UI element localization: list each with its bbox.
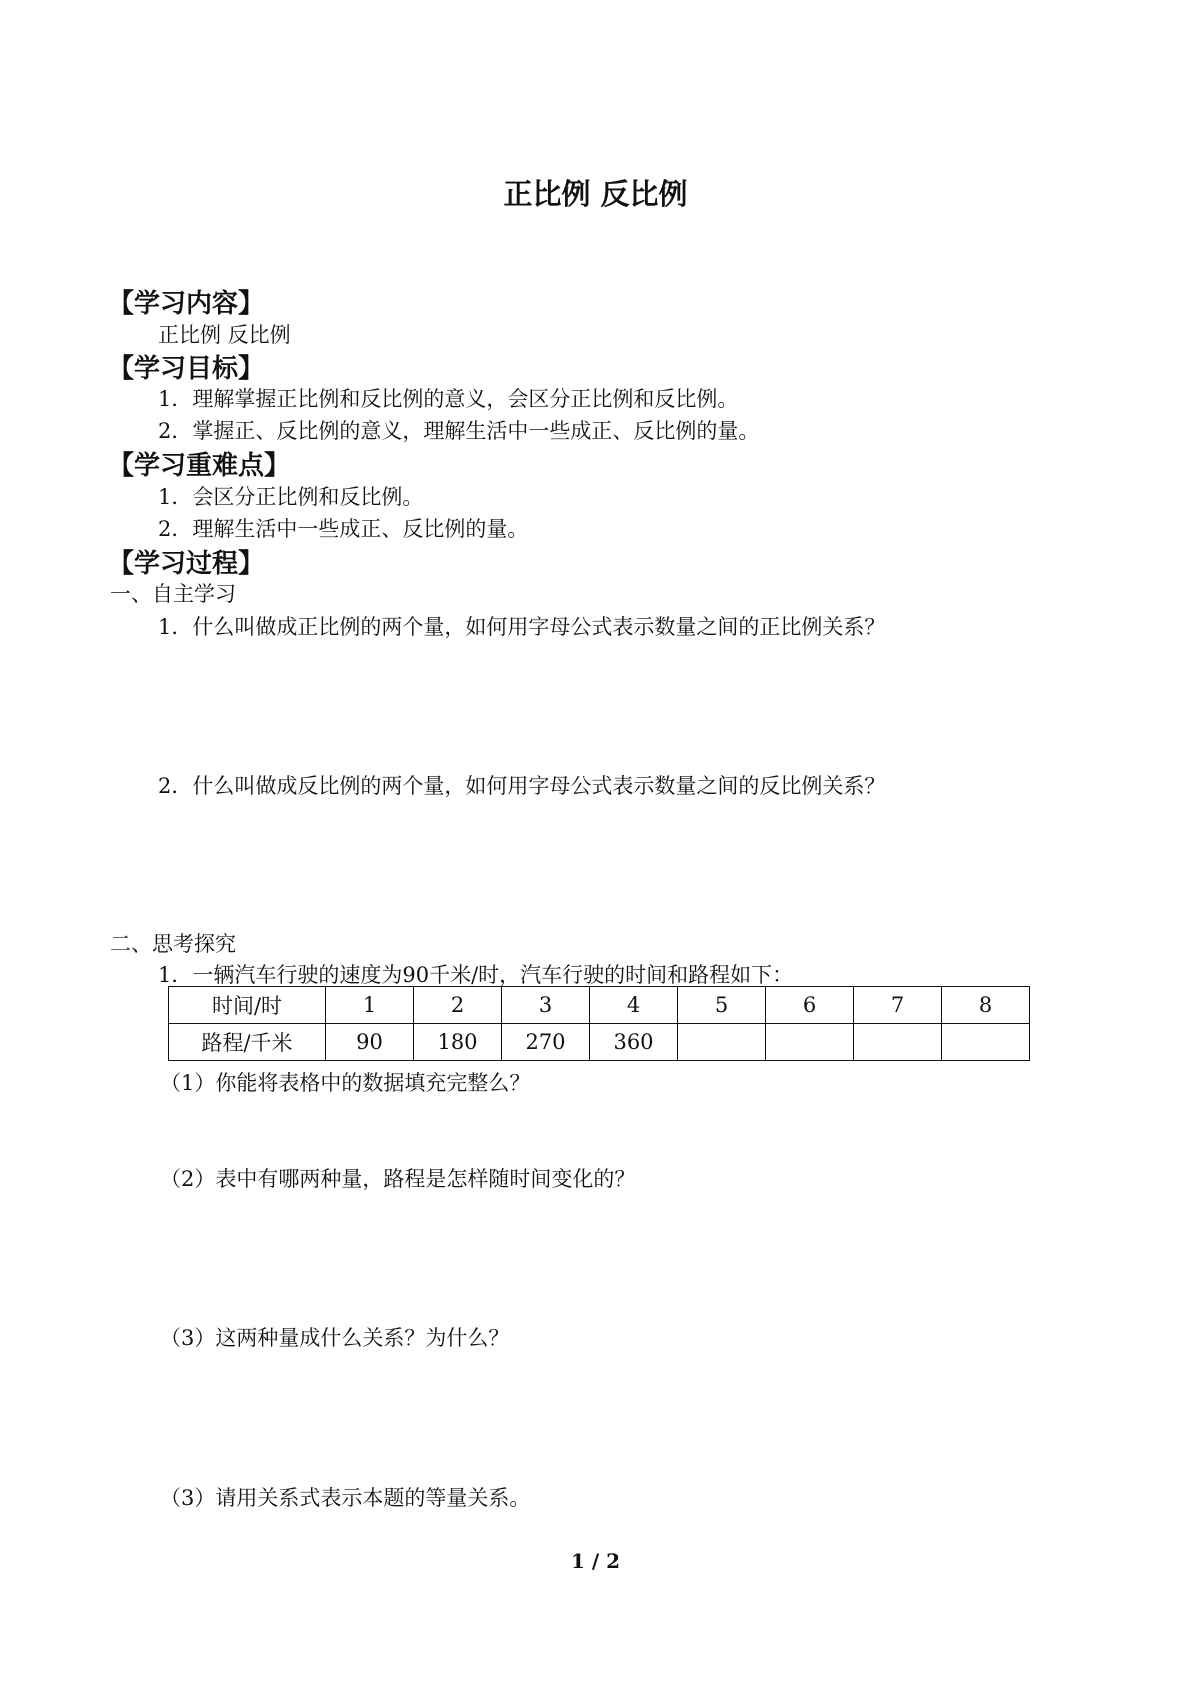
part1-title: 一、自主学习 <box>110 582 236 606</box>
table-cell: 90 <box>326 1024 414 1061</box>
goals-header: 【学习目标】 <box>108 354 265 384</box>
goal-item-1: 1．理解掌握正比例和反比例的意义，会区分正比例和反比例。 <box>158 387 739 411</box>
process-header: 【学习过程】 <box>108 549 265 579</box>
page-number: 1 / 2 <box>570 1549 621 1573</box>
table-cell: 270 <box>502 1024 590 1061</box>
table-cell: 2 <box>414 987 502 1024</box>
table-cell-blank <box>678 1024 766 1061</box>
table-cell: 360 <box>590 1024 678 1061</box>
sub-question-3: （3）这两种量成什么关系？为什么？ <box>160 1326 510 1350</box>
table-cell: 8 <box>942 987 1030 1024</box>
table-cell: 180 <box>414 1024 502 1061</box>
table-cell: 路程/千米 <box>169 1024 326 1061</box>
table-cell: 6 <box>766 987 854 1024</box>
goal-item-2: 2．掌握正、反比例的意义，理解生活中一些成正、反比例的量。 <box>158 419 760 443</box>
part1-question-1: 1．什么叫做成正比例的两个量，如何用字母公式表示数量之间的正比例关系？ <box>158 615 886 639</box>
page-title: 正比例 反比例 <box>503 177 688 211</box>
keypoints-header: 【学习重难点】 <box>108 451 291 481</box>
time-distance-table <box>168 986 1030 1061</box>
part2-intro: 1．一辆汽车行驶的速度为90千米/时，汽车行驶的时间和路程如下： <box>158 963 794 987</box>
table-cell-blank <box>942 1024 1030 1061</box>
keypoint-item-1: 1．会区分正比例和反比例。 <box>158 485 424 509</box>
sub-question-2: （2）表中有哪两种量，路程是怎样随时间变化的？ <box>160 1167 636 1191</box>
table-row <box>169 1024 1030 1061</box>
table-cell: 5 <box>678 987 766 1024</box>
part2-title: 二、思考探究 <box>110 932 236 956</box>
table-cell-blank <box>854 1024 942 1061</box>
table-cell: 4 <box>590 987 678 1024</box>
table-cell: 1 <box>326 987 414 1024</box>
sub-question-1: （1）你能将表格中的数据填充完整么？ <box>160 1071 531 1095</box>
keypoint-item-2: 2．理解生活中一些成正、反比例的量。 <box>158 517 529 541</box>
table-cell: 3 <box>502 987 590 1024</box>
content-header: 【学习内容】 <box>108 289 265 319</box>
table-row <box>169 987 1030 1024</box>
table-cell-blank <box>766 1024 854 1061</box>
table-cell: 7 <box>854 987 942 1024</box>
content-text: 正比例 反比例 <box>158 323 291 347</box>
part1-question-2: 2．什么叫做成反比例的两个量，如何用字母公式表示数量之间的反比例关系？ <box>158 774 886 798</box>
sub-question-4: （3）请用关系式表示本题的等量关系。 <box>160 1486 531 1510</box>
table-cell: 时间/时 <box>169 987 326 1024</box>
